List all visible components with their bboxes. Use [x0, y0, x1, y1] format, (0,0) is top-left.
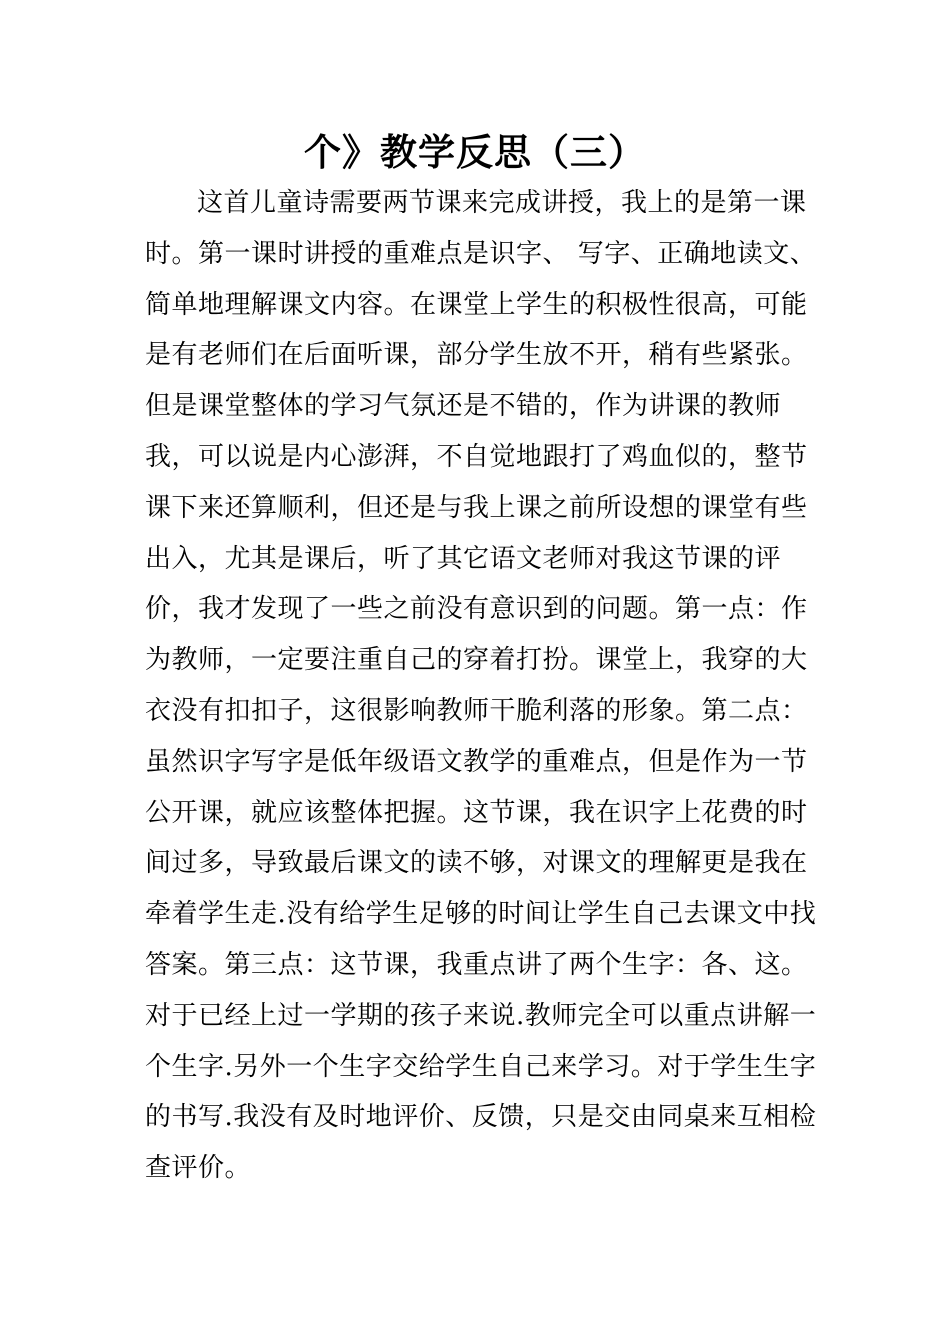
paragraph-line: 对于已经上过一学期的孩子来说.教师完全可以重点讲解一	[145, 1000, 817, 1031]
paragraph-line: 个生字.另外一个生字交给学生自己来学习。对于学生生字	[145, 1051, 817, 1082]
paragraph-line: 牵着学生走.没有给学生足够的时间让学生自己去课文中找	[145, 899, 817, 930]
paragraph-line: 课下来还算顺利，但还是与我上课之前所设想的课堂有些	[145, 492, 808, 523]
document-body	[145, 178, 817, 1194]
paragraph-line: 这首儿童诗需要两节课来完成讲授，我上的是第一课	[197, 188, 807, 218]
paragraph-line: 衣没有扣扣子，这很影响教师干脆利落的形象。第二点：	[145, 695, 808, 726]
paragraph-line: 出入，尤其是课后，听了其它语文老师对我这节课的评	[145, 543, 782, 574]
paragraph-line: 虽然识字写字是低年级语文教学的重难点，但是作为一节	[145, 746, 808, 777]
paragraph-line: 但是课堂整体的学习气氛还是不错的，作为讲课的教师	[145, 391, 782, 422]
paragraph-line: 时。第一课时讲授的重难点是识字、 写字、正确地读文、	[145, 238, 817, 269]
paragraph-line: 间过多，导致最后课文的读不够，对课文的理解更是我在	[145, 848, 808, 879]
paragraph-line: 查评价。	[145, 1153, 252, 1184]
paragraph-line: 为教师，一定要注重自己的穿着打扮。课堂上，我穿的大	[145, 645, 808, 676]
paragraph-line: 是有老师们在后面听课，部分学生放不开，稍有些紧张。	[145, 340, 808, 371]
paragraph-line: 价，我才发现了一些之前没有意识到的问题。第一点：作	[145, 594, 808, 625]
document-title: 个》教学反思（三）	[304, 130, 646, 174]
paragraph-line: 我，可以说是内心澎湃，不自觉地跟打了鸡血似的，整节	[145, 441, 808, 472]
paragraph-line: 的书写.我没有及时地评价、反馈，只是交由同桌来互相检	[145, 1102, 817, 1133]
paragraph-line: 答案。第三点：这节课，我重点讲了两个生字：各、这。	[145, 949, 808, 980]
paragraph-line: 公开课，就应该整体把握。这节课，我在识字上花费的时	[145, 797, 808, 828]
paragraph-line: 简单地理解课文内容。在课堂上学生的积极性很高，可能	[145, 289, 808, 320]
